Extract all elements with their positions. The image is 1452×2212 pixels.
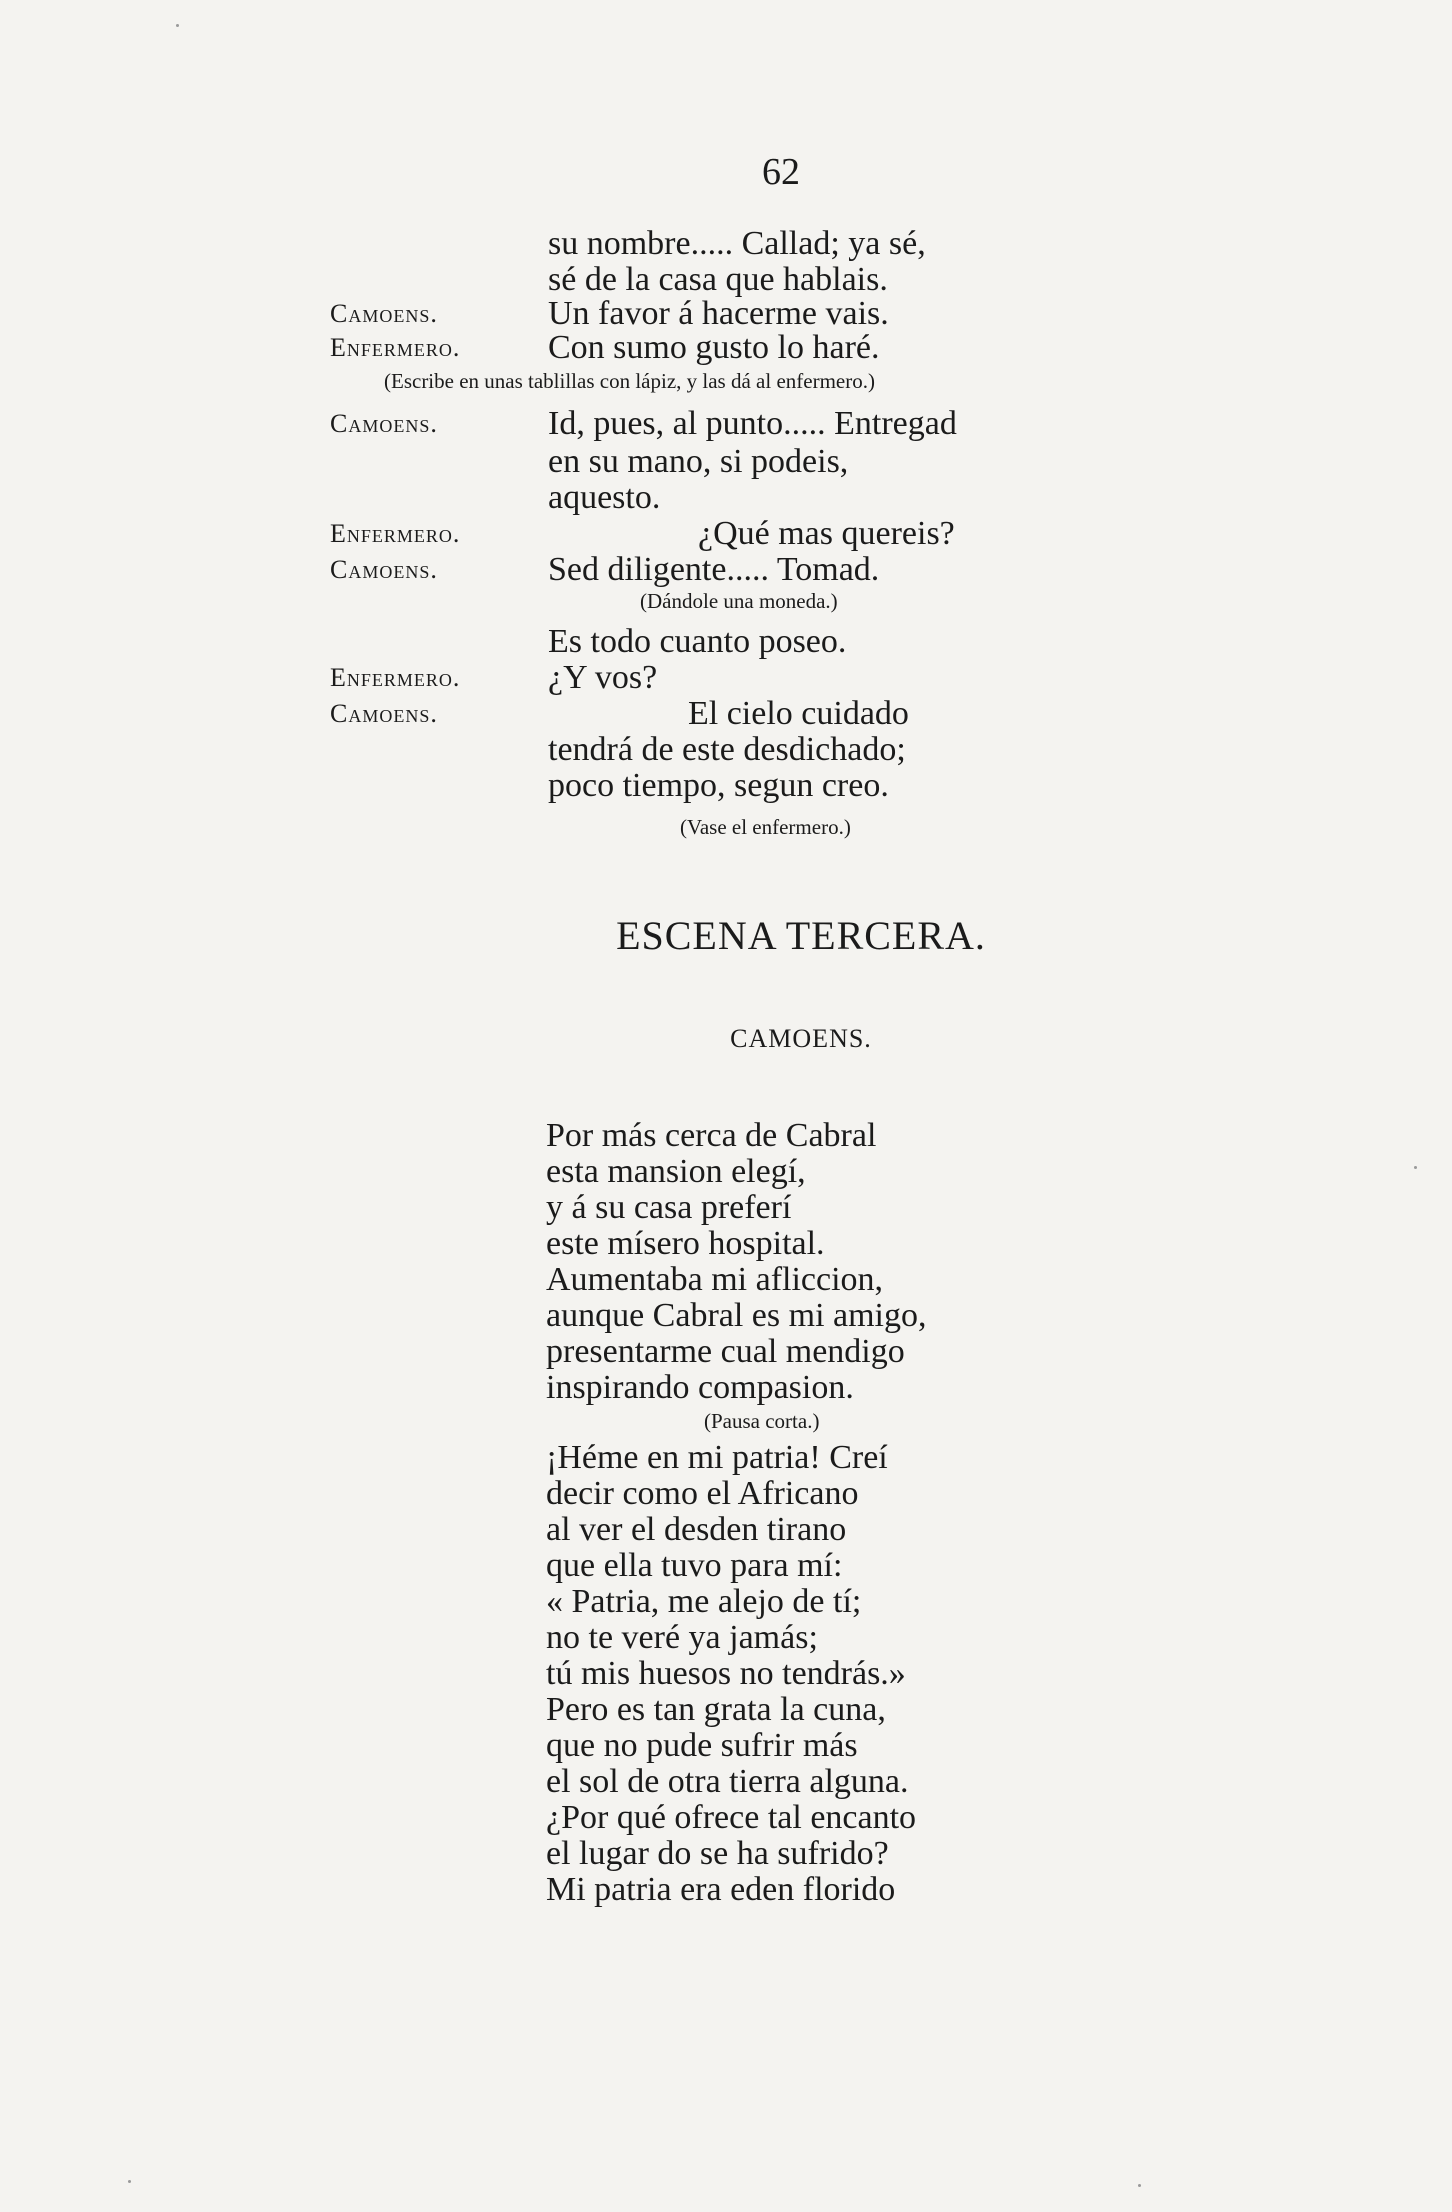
verse-line: presentarme cual mendigo [546,1333,905,1370]
speaker-name: Enfermero. [330,663,461,692]
verse-line: que no pude sufrir más [546,1727,858,1764]
verse-line: que ella tuvo para mí: [546,1547,843,1584]
scan-speck [1138,2184,1141,2187]
verse-line: aunque Cabral es mi amigo, [546,1297,927,1334]
scan-speck [128,2180,131,2183]
dialogue-line: Un favor á hacerme vais. [548,295,889,332]
dialogue-line: ¿Qué mas quereis? [698,515,955,552]
dialogue-line: Con sumo gusto lo haré. [548,329,880,366]
verse-line: Por más cerca de Cabral [546,1117,877,1154]
speaker-name: Camoens. [330,409,438,438]
verse-line: Aumentaba mi afliccion, [546,1261,884,1298]
stage-direction: (Dándole una moneda.) [640,589,838,613]
verse-line: y á su casa preferí [546,1189,792,1226]
dialogue-line: su nombre..... Callad; ya sé, [548,225,926,262]
stage-direction: (Vase el enfermero.) [680,815,851,839]
verse-line: ¡Héme en mi patria! Creí [546,1439,888,1476]
dialogue-line: El cielo cuidado [688,695,909,732]
speaker-name: Camoens. [330,699,438,728]
verse-line: al ver el desden tirano [546,1511,847,1548]
verse-line: ¿Por qué ofrece tal encanto [546,1799,917,1836]
dialogue-line: ¿Y vos? [548,659,658,696]
verse-line: Pero es tan grata la cuna, [546,1691,886,1728]
verse-line: Mi patria era eden florido [546,1871,896,1908]
dialogue-line: Es todo cuanto poseo. [548,623,847,660]
stage-direction: (Escribe en unas tablillas con lápiz, y las dá al enfermero.) [384,369,875,393]
speaker-name: Camoens. [330,555,438,584]
stage-direction: (Pausa corta.) [704,1409,820,1433]
verse-line: decir como el Africano [546,1475,859,1512]
dialogue-line: Id, pues, al punto..... Entregad [548,405,957,442]
dialogue-line: Sed diligente..... Tomad. [548,551,880,588]
verse-line: el lugar do se ha sufrido? [546,1835,889,1872]
dialogue-line: sé de la casa que hablais. [548,261,888,298]
verse-line: este mísero hospital. [546,1225,825,1262]
dialogue-line: poco tiempo, segun creo. [548,767,889,804]
dialogue-line: tendrá de este desdichado; [548,731,906,768]
verse-line: esta mansion elegí, [546,1153,806,1190]
verse-line: tú mis huesos no tendrás.» [546,1655,906,1692]
scene-title: ESCENA TERCERA. [616,913,986,958]
speaker-name: Enfermero. [330,333,461,362]
scan-speck [176,24,179,27]
dialogue-line: en su mano, si podeis, [548,443,849,480]
dialogue-line: aquesto. [548,479,661,516]
verse-line: el sol de otra tierra alguna. [546,1763,909,1800]
verse-line: inspirando compasion. [546,1369,854,1406]
scene-character: CAMOENS. [730,1024,872,1053]
scan-speck [1414,1166,1417,1169]
speaker-name: Enfermero. [330,519,461,548]
verse-line: no te veré ya jamás; [546,1619,818,1656]
page-number: 62 [762,151,800,193]
speaker-name: Camoens. [330,299,438,328]
verse-line: « Patria, me alejo de tí; [546,1583,862,1620]
